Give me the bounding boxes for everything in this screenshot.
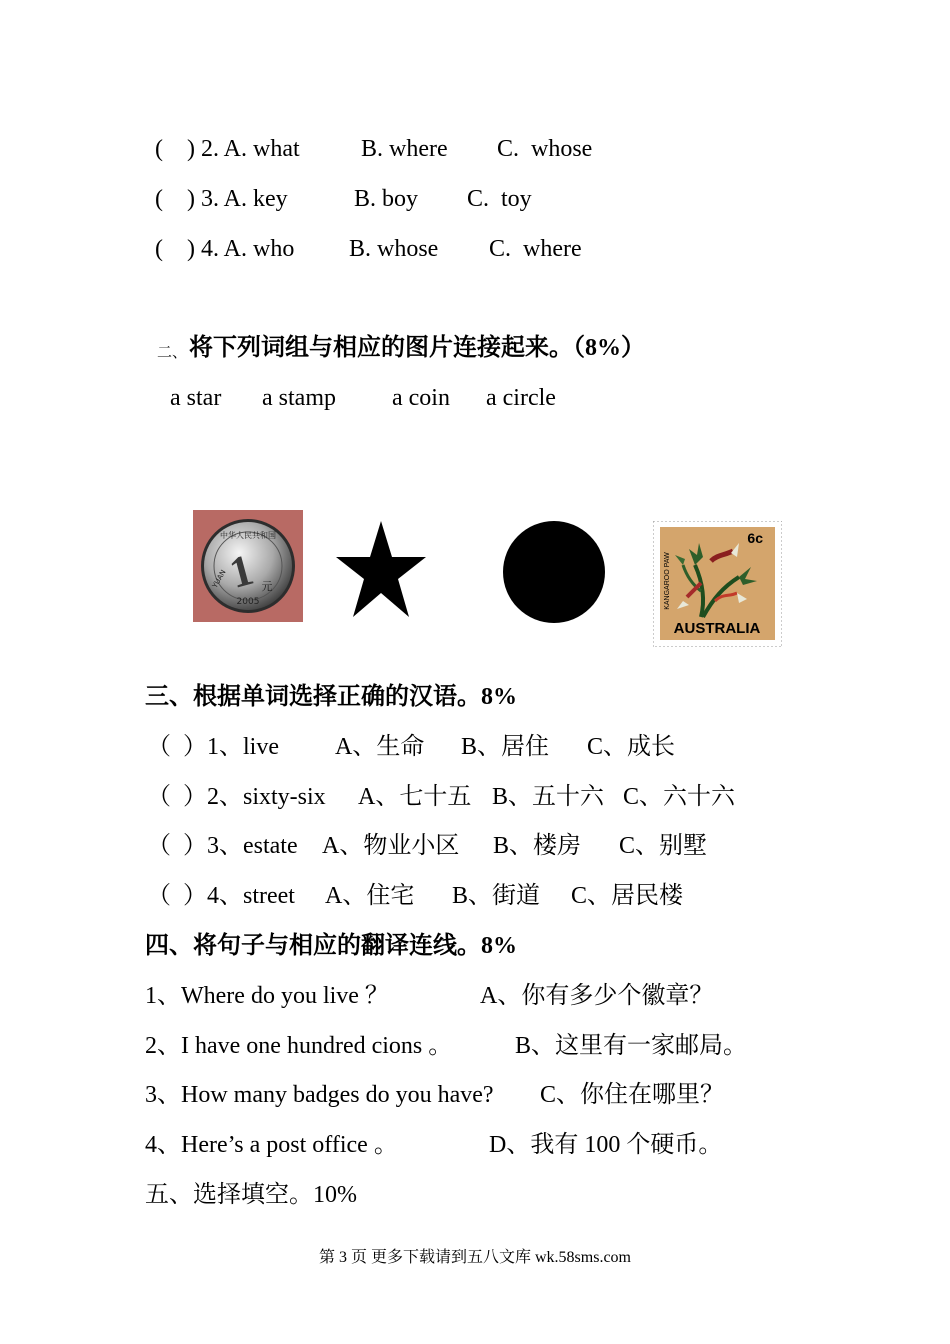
word-coin: a coin: [392, 385, 450, 411]
s1-row-3-c: C. where: [489, 236, 582, 262]
s4-row-3-en: 3、How many badges do you have?: [145, 1082, 494, 1108]
s3-row-3-b: B、楼房: [493, 833, 582, 859]
s3-row-4-b: B、街道: [452, 883, 541, 909]
s4-row-4-en: 4、Here’s a post office 。: [145, 1132, 398, 1158]
s3-row-3-c: C、别墅: [619, 833, 708, 859]
s1-row-3-num: ( ) 4. A. who: [155, 236, 295, 262]
page-footer: 第 3 页 更多下载请到五八文库 wk.58sms.com: [318, 1249, 631, 1266]
s1-row-1-b: B. where: [361, 136, 448, 162]
s4-row-2-en: 2、I have one hundred cions 。: [145, 1033, 453, 1059]
s4-row-1-en: 1、Where do you live ？: [145, 983, 389, 1009]
circle-image: [502, 520, 606, 624]
stamp-side-text: KANGAROO PAW: [664, 552, 671, 610]
s1-row-1-c: C. whose: [497, 136, 593, 162]
s4-row-2-zh: B、这里有一家邮局。: [515, 1033, 748, 1059]
star-image: [334, 519, 428, 621]
s1-row-2-c: C. toy: [467, 186, 532, 212]
coin-unit: 元: [261, 580, 273, 593]
coin-top-text: 中华人民共和国: [220, 531, 276, 540]
stamp-value: 6c: [747, 530, 763, 546]
word-circle: a circle: [486, 385, 556, 411]
s1-row-2-b: B. boy: [354, 186, 419, 212]
s4-row-4-zh: D、我有 100 个硬币。: [489, 1132, 723, 1158]
s3-row-1-a: A、生命: [335, 734, 425, 760]
word-stamp: a stamp: [262, 385, 336, 411]
s3-row-4-c: C、居民楼: [571, 883, 684, 909]
s3-row-1-num: （ ）1、live: [147, 734, 279, 760]
s3-title: 三、根据单词选择正确的汉语。8%: [145, 684, 517, 710]
coin-pinyin: YUAN: [210, 568, 228, 590]
s3-row-3-a: A、物业小区: [322, 833, 460, 859]
s2-title: 将下列词组与相应的图片连接起来。（8%）: [189, 335, 645, 361]
stamp-image: [653, 521, 782, 647]
s4-row-3-zh: C、你住在哪里？: [540, 1082, 725, 1108]
s3-row-2-a: A、七十五: [358, 784, 472, 810]
coin-image: [193, 510, 303, 622]
s4-row-1-zh: A、你有多少个徽章？: [480, 983, 714, 1009]
s3-row-2-c: C、六十六: [623, 784, 736, 810]
s2-prefix: 二、: [157, 345, 188, 361]
s3-row-2-b: B、五十六: [492, 784, 605, 810]
word-star: a star: [170, 385, 222, 411]
s1-row-2-num: ( ) 3. A. key: [155, 186, 288, 212]
s4-title: 四、将句子与相应的翻译连线。8%: [145, 933, 517, 959]
s5-title: 五、选择填空。10%: [145, 1182, 357, 1208]
s3-row-4-num: （ ）4、street: [147, 883, 295, 909]
s3-row-1-c: C、成长: [587, 734, 676, 760]
s3-row-3-num: （ ）3、estate: [147, 833, 298, 859]
s3-row-4-a: A、住宅: [325, 883, 415, 909]
s3-row-1-b: B、居住: [461, 734, 550, 760]
s3-row-2-num: （ ）2、sixty-six: [147, 784, 326, 810]
stamp-country: AUSTRALIA: [673, 620, 761, 637]
s1-row-3-b: B. whose: [349, 236, 439, 262]
s1-row-1-num: ( ) 2. A. what: [155, 136, 300, 162]
coin-numeral: 1: [224, 544, 259, 598]
coin-year: 2005: [236, 597, 260, 607]
